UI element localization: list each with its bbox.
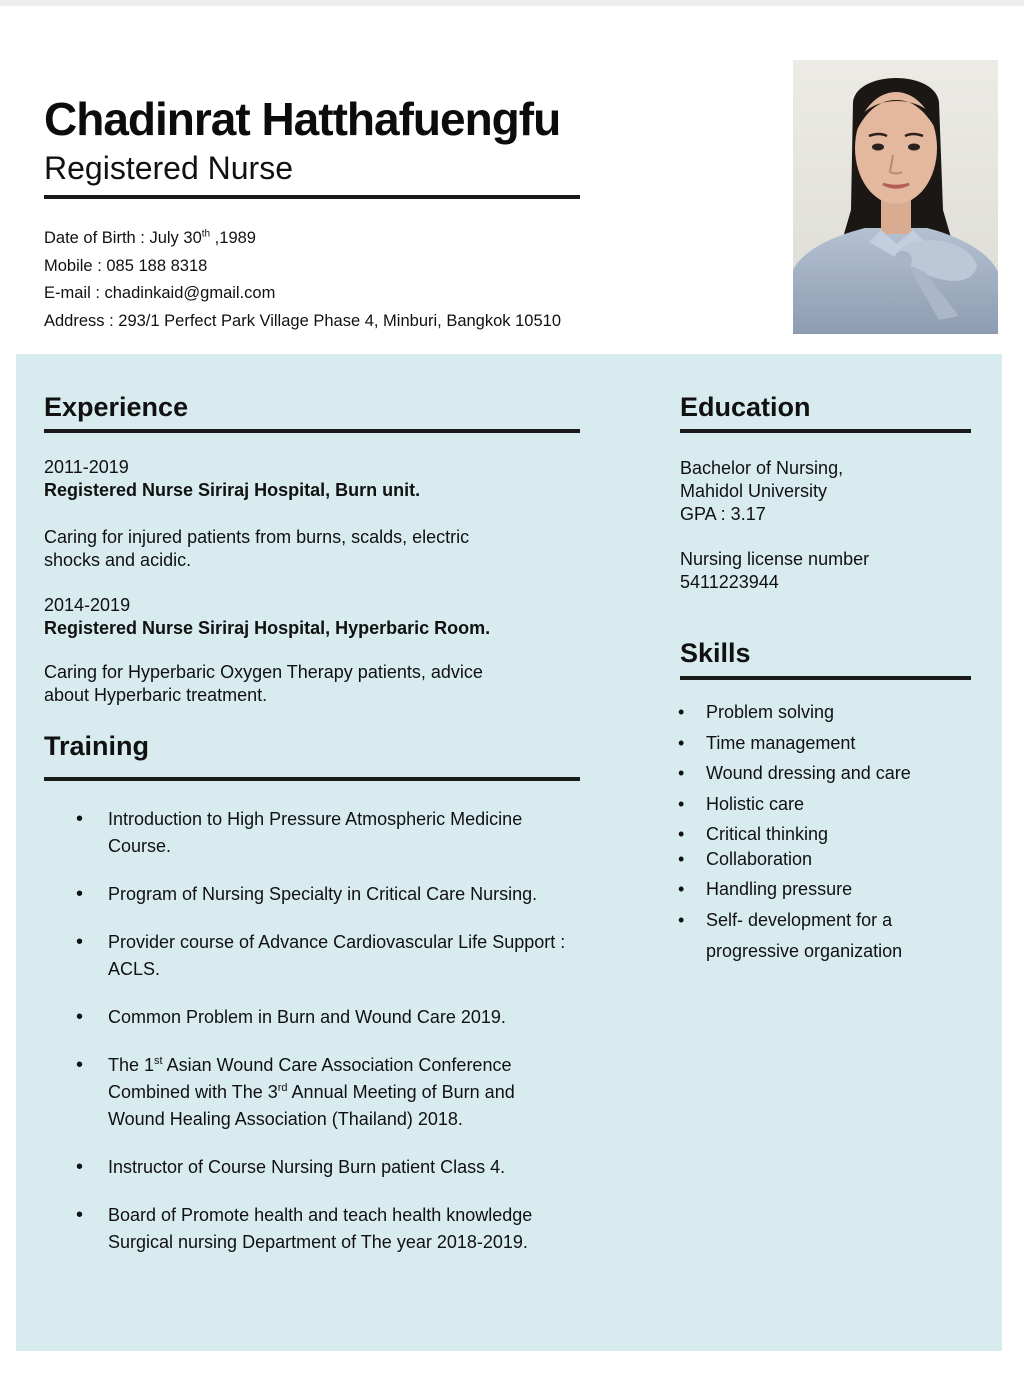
training-item: • Provider course of Advance Cardiovascular Life Support : ACLS. bbox=[76, 929, 576, 983]
experience-entry-2 bbox=[44, 594, 584, 707]
contact-info bbox=[44, 225, 561, 336]
experience-entry-1 bbox=[44, 456, 584, 572]
experience-years: 2011-2019 bbox=[44, 457, 129, 477]
experience-title: Registered Nurse Siriraj Hospital, Hyperbaric Room. bbox=[44, 618, 491, 638]
training-list bbox=[76, 806, 576, 1277]
training-item: • Program of Nursing Specialty in Critical Care Nursing. bbox=[76, 881, 576, 908]
education-school: Mahidol University bbox=[680, 481, 828, 501]
portrait-image bbox=[793, 60, 998, 334]
training-item: • Common Problem in Burn and Wound Care 2019. bbox=[76, 1004, 576, 1031]
training-item: • Instructor of Course Nursing Burn patient Class 4. bbox=[76, 1154, 576, 1181]
skill-item: • Handling pressure bbox=[678, 878, 978, 901]
license-number: 5411223944 bbox=[680, 572, 779, 592]
skills-divider bbox=[680, 676, 971, 680]
training-item: • Introduction to High Pressure Atmospheric Medicine Course. bbox=[76, 806, 576, 860]
skill-item: • Self- development for a progressive organization bbox=[678, 905, 978, 967]
experience-years: 2014-2019 bbox=[44, 595, 131, 615]
skills-list bbox=[678, 701, 978, 975]
experience-description: Caring for Hyperbaric Oxygen Therapy patients, advice about Hyperbaric treatment. bbox=[44, 662, 483, 705]
skill-item: • Collaboration bbox=[678, 848, 978, 871]
education-divider bbox=[680, 429, 971, 433]
experience-heading: Experience bbox=[44, 392, 189, 422]
date-of-birth: Date of Birth : July 30th ,1989 bbox=[44, 228, 256, 247]
experience-title: Registered Nurse Siriraj Hospital, Burn unit. bbox=[44, 480, 421, 500]
skill-item: • Wound dressing and care bbox=[678, 762, 978, 785]
skill-item: • Holistic care bbox=[678, 793, 978, 816]
training-item: • The 1st Asian Wound Care Association Conference Combined with The 3rd Annual Meeting of Burn and Wound Healing Association (Thailand) 2018. bbox=[76, 1052, 576, 1133]
training-heading: Training bbox=[44, 731, 150, 761]
skill-item: • Time management bbox=[678, 732, 978, 755]
profile-photo bbox=[793, 60, 998, 334]
education-degree: Bachelor of Nursing, bbox=[680, 458, 844, 478]
experience-divider bbox=[44, 429, 580, 433]
education-gpa: GPA : 3.17 bbox=[680, 504, 766, 524]
education-heading: Education bbox=[680, 392, 811, 422]
training-item: • Board of Promote health and teach health knowledge Surgical nursing Department of The year 2018-2019. bbox=[76, 1202, 576, 1256]
top-strip bbox=[0, 0, 1024, 6]
experience-description: Caring for injured patients from burns, scalds, electric shocks and acidic. bbox=[44, 527, 470, 570]
skills-heading: Skills bbox=[680, 638, 751, 668]
education-block bbox=[680, 457, 980, 594]
skill-item: • Critical thinking bbox=[678, 823, 978, 846]
email-address: E-mail : chadinkaid@gmail.com bbox=[44, 284, 276, 303]
header-divider bbox=[44, 195, 580, 199]
candidate-name: Chadinrat Hatthafuengfu bbox=[44, 93, 561, 145]
license-label: Nursing license number bbox=[680, 549, 870, 569]
training-divider bbox=[44, 777, 580, 781]
mobile-number: Mobile : 085 188 8318 bbox=[44, 256, 208, 275]
job-title: Registered Nurse bbox=[44, 150, 293, 186]
skill-item: • Problem solving bbox=[678, 701, 978, 724]
home-address: Address : 293/1 Perfect Park Village Phase 4, Minburi, Bangkok 10510 bbox=[44, 312, 562, 331]
